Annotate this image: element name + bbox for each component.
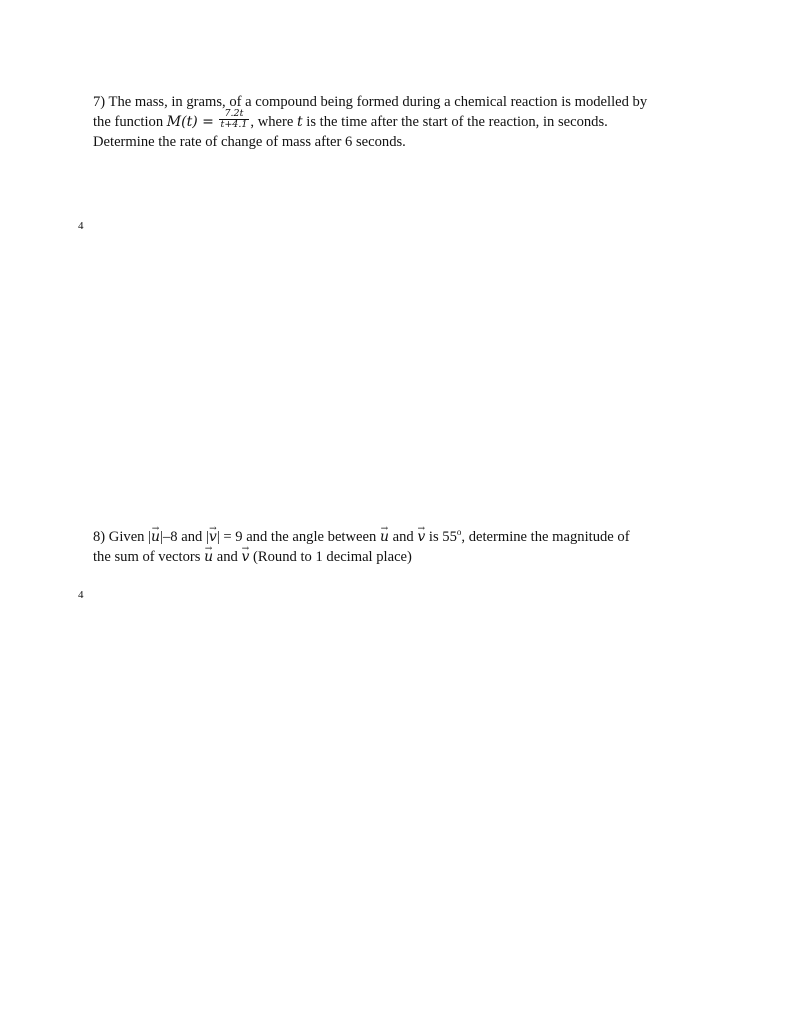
vector-v-icon: → v	[241, 547, 249, 567]
q8-text-1f: , determine the magnitude of	[461, 529, 630, 545]
degree-symbol: o	[456, 527, 462, 538]
question-8	[93, 527, 703, 567]
q8-text-1a: 8) Given |	[93, 529, 152, 545]
q7-fraction-numerator: 7.2t	[219, 109, 250, 120]
q8-marks: 4	[78, 589, 84, 601]
q8-line-1	[93, 527, 703, 547]
q7-line-1	[93, 92, 703, 112]
q8-text-1e: is 55	[425, 529, 457, 545]
q7-fraction	[219, 109, 250, 130]
vector-u-icon: → u	[204, 547, 213, 567]
vector-u-icon: → u	[151, 527, 160, 547]
q7-text-2c: is the time after the start of the reaction, in seconds.	[302, 114, 608, 130]
q7-text-3: Determine the rate of change of mass after 6 seconds.	[93, 134, 406, 150]
question-7	[93, 92, 703, 152]
q7-text-1: 7) The mass, in grams, of a compound being formed during a chemical reaction is modelled by	[93, 94, 648, 110]
q8-text-1c: | = 9 and the angle between	[216, 529, 380, 545]
vector-u-icon: → u	[380, 527, 389, 547]
q7-function-arg: (t) =	[181, 114, 214, 130]
q8-text-1b: |–8 and |	[160, 529, 209, 545]
q7-function-name: M	[166, 114, 182, 130]
q8-line-2	[93, 547, 703, 567]
q7-variable-t: t	[297, 114, 303, 130]
q8-text-1d: and	[388, 529, 418, 545]
q7-line-2	[93, 108, 703, 132]
q7-text-2b: , where	[250, 114, 297, 130]
q7-marks: 4	[78, 220, 84, 232]
q8-text-2c: (Round to 1 decimal place)	[249, 549, 412, 565]
vector-v-icon: → v	[417, 527, 425, 547]
q7-fraction-denominator: t+4.1	[220, 119, 248, 131]
q7-line-3	[93, 132, 703, 152]
q8-text-2b: and	[213, 549, 242, 565]
vector-v-icon: → v	[209, 527, 217, 547]
q7-text-2a: the function	[93, 114, 167, 130]
q8-text-2a: the sum of vectors	[93, 549, 205, 565]
